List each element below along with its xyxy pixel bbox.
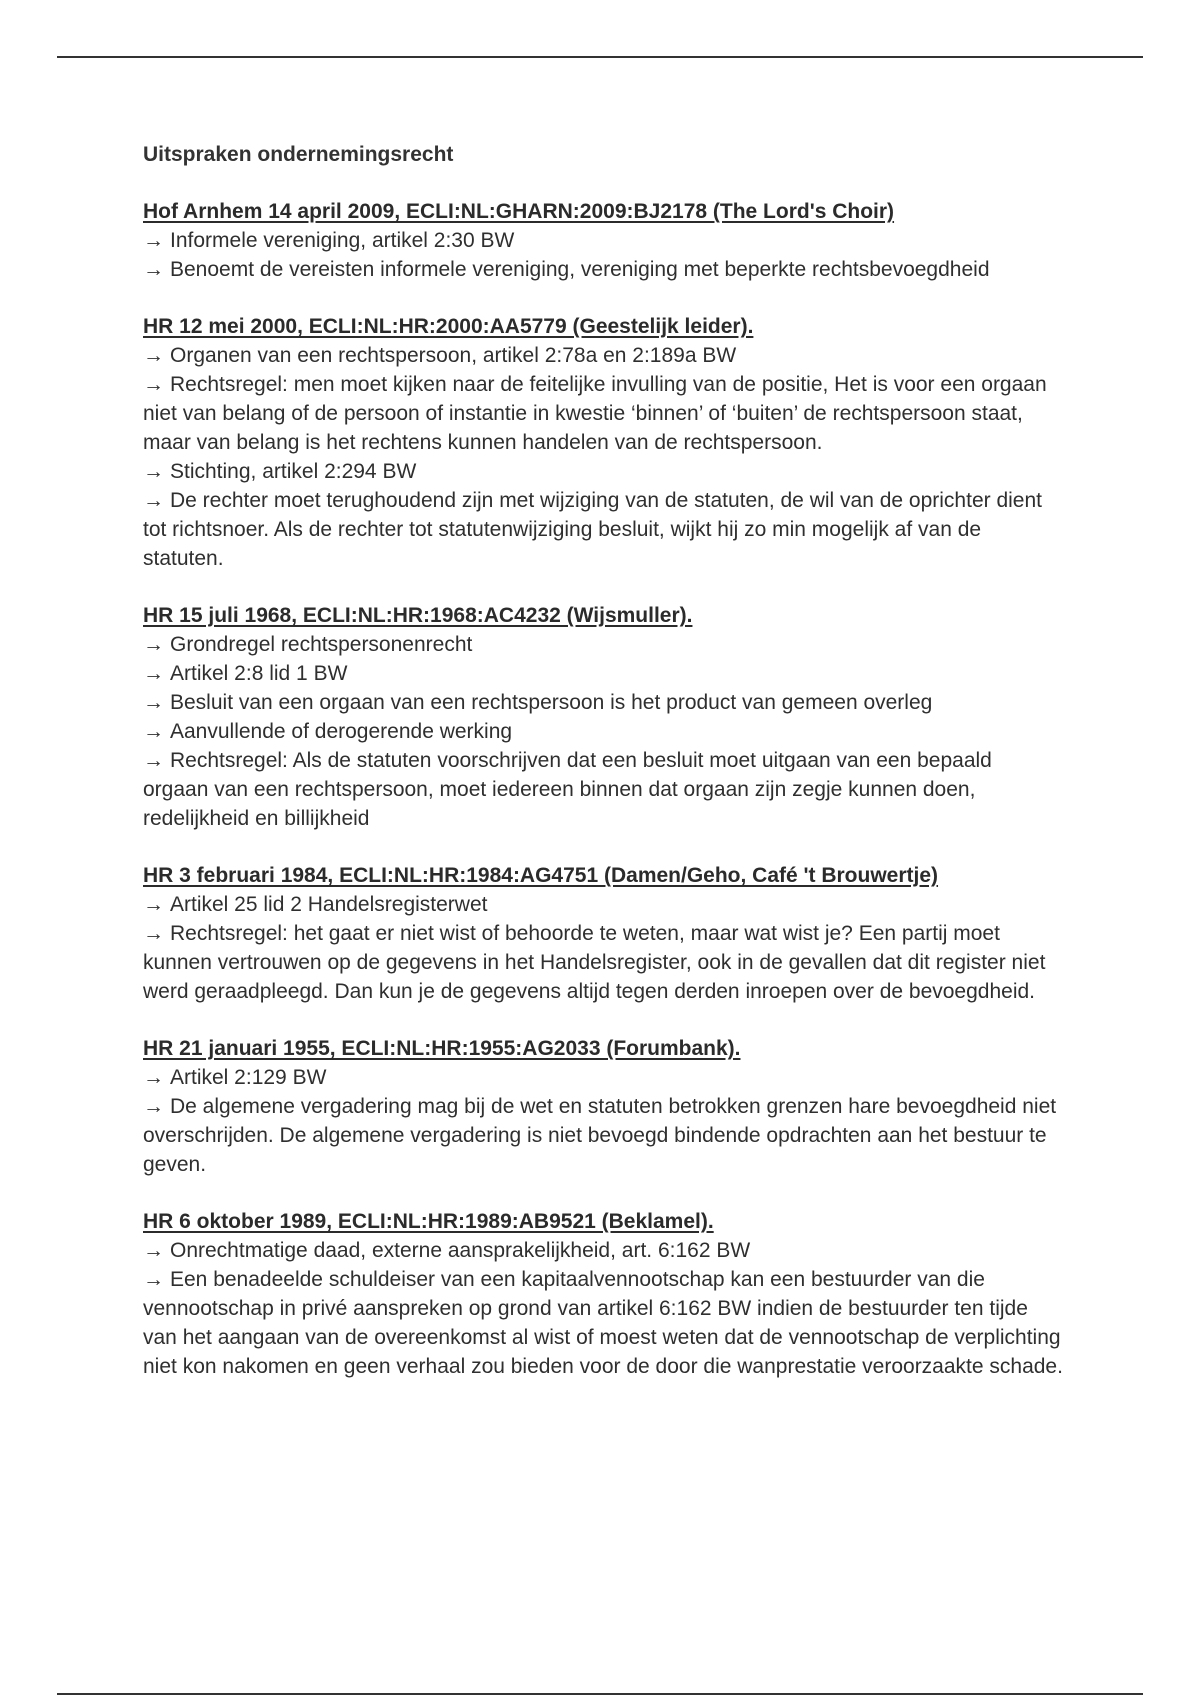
case-point-text: Benoemt de vereisten informele vereniging, vereniging met beperkte rechtsbevoegdheid [170,258,990,281]
case-point [143,717,1063,746]
case-point [143,1092,1063,1179]
arrow-icon: → [143,1239,164,1262]
case-point-text: Artikel 2:8 lid 1 BW [170,662,348,685]
arrow-icon: → [143,258,164,281]
arrow-icon: → [143,373,164,396]
case-point-text: Rechtsregel: men moet kijken naar de feitelijke invulling van de positie, Het is voor een orgaan niet van belang of de persoon of instantie in kwestie ‘binnen’ of ‘buiten’ de rechtspersoon staat, maar van belang is het rechtens kunnen handelen van de rechtspersoon. [143,373,1047,454]
case-block [143,1207,1063,1381]
case-point [143,341,1063,370]
arrow-icon: → [143,344,164,367]
case-heading: HR 21 januari 1955, ECLI:NL:HR:1955:AG2033 (Forumbank). [143,1037,741,1060]
arrow-icon: → [143,1268,164,1291]
arrow-icon: → [143,662,164,685]
arrow-icon: → [143,1095,164,1118]
case-point [143,1236,1063,1265]
case-point-text: Een benadeelde schuldeiser van een kapitaalvennootschap kan een bestuurder van die vennootschap in privé aanspreken op grond van artikel 6:162 BW indien de bestuurder ten tijde van het aangaan van de overeenkomst al wist of moest weten dat de vennootschap de verplichting niet kon nakomen en geen verhaal zou bieden voor de door die wanprestatie veroorzaakte schade. [143,1268,1063,1378]
arrow-icon: → [143,720,164,743]
case-point-text: Stichting, artikel 2:294 BW [170,460,417,483]
case-point [143,659,1063,688]
case-point-text: Informele vereniging, artikel 2:30 BW [170,229,515,252]
arrow-icon: → [143,633,164,656]
case-point-text: Besluit van een orgaan van een rechtspersoon is het product van gemeen overleg [170,691,933,714]
case-point-text: Grondregel rechtspersonenrecht [170,633,473,656]
case-heading: HR 15 juli 1968, ECLI:NL:HR:1968:AC4232 (Wijsmuller). [143,604,693,627]
case-block [143,1034,1063,1179]
case-block [143,601,1063,833]
case-heading: HR 6 oktober 1989, ECLI:NL:HR:1989:AB9521 (Beklamel). [143,1210,714,1233]
case-point-text: De rechter moet terughoudend zijn met wijziging van de statuten, de wil van de oprichter dient tot richtsnoer. Als de rechter tot statutenwijziging besluit, wijkt hij zo min mogelijk af van de statuten. [143,489,1042,570]
case-point-text: De algemene vergadering mag bij de wet en statuten betrokken grenzen hare bevoegdheid niet overschrijden. De algemene vergadering is niet bevoegd bindende opdrachten aan het bestuur te geven. [143,1095,1057,1176]
case-point [143,226,1063,255]
case-point [143,919,1063,1006]
arrow-icon: → [143,489,164,512]
arrow-icon: → [143,749,164,772]
case-point-text: Artikel 2:129 BW [170,1066,327,1089]
case-block [143,861,1063,1006]
case-point-text: Artikel 25 lid 2 Handelsregisterwet [170,893,488,916]
bottom-rule [57,1693,1143,1695]
case-point-text: Aanvullende of derogerende werking [170,720,513,743]
arrow-icon: → [143,460,164,483]
arrow-icon: → [143,229,164,252]
case-point [143,370,1063,457]
document-body [143,140,1063,1409]
case-heading: Hof Arnhem 14 april 2009, ECLI:NL:GHARN:2009:BJ2178 (The Lord's Choir) [143,200,895,223]
case-point-text: Onrechtmatige daad, externe aansprakelijkheid, art. 6:162 BW [170,1239,751,1262]
arrow-icon: → [143,922,164,945]
case-heading: HR 3 februari 1984, ECLI:NL:HR:1984:AG4751 (Damen/Geho, Café 't Brouwertje) [143,864,939,887]
case-block [143,312,1063,573]
case-point [143,890,1063,919]
arrow-icon: → [143,893,164,916]
case-point [143,688,1063,717]
document-title: Uitspraken ondernemingsrecht [143,143,454,166]
case-point [143,630,1063,659]
case-point [143,486,1063,573]
arrow-icon: → [143,1066,164,1089]
top-rule [57,56,1143,58]
case-point-text: Rechtsregel: Als de statuten voorschrijven dat een besluit moet uitgaan van een bepaald orgaan van een rechtspersoon, moet iedereen binnen dat orgaan zijn zegje kunnen doen, redelijkheid en billijkheid [143,749,992,830]
case-point-text: Organen van een rechtspersoon, artikel 2:78a en 2:189a BW [170,344,737,367]
case-point [143,255,1063,284]
case-point [143,457,1063,486]
case-point-text: Rechtsregel: het gaat er niet wist of behoorde te weten, maar wat wist je? Een partij moet kunnen vertrouwen op de gegevens in het Handelsregister, ook in de gevallen dat dit register niet werd geraadpleegd. Dan kun je de gegevens altijd tegen derden inroepen over de bevoegdheid. [143,922,1046,1003]
case-point [143,1265,1063,1381]
arrow-icon: → [143,691,164,714]
case-point [143,746,1063,833]
case-block [143,197,1063,284]
case-point [143,1063,1063,1092]
case-heading: HR 12 mei 2000, ECLI:NL:HR:2000:AA5779 (Geestelijk leider). [143,315,754,338]
